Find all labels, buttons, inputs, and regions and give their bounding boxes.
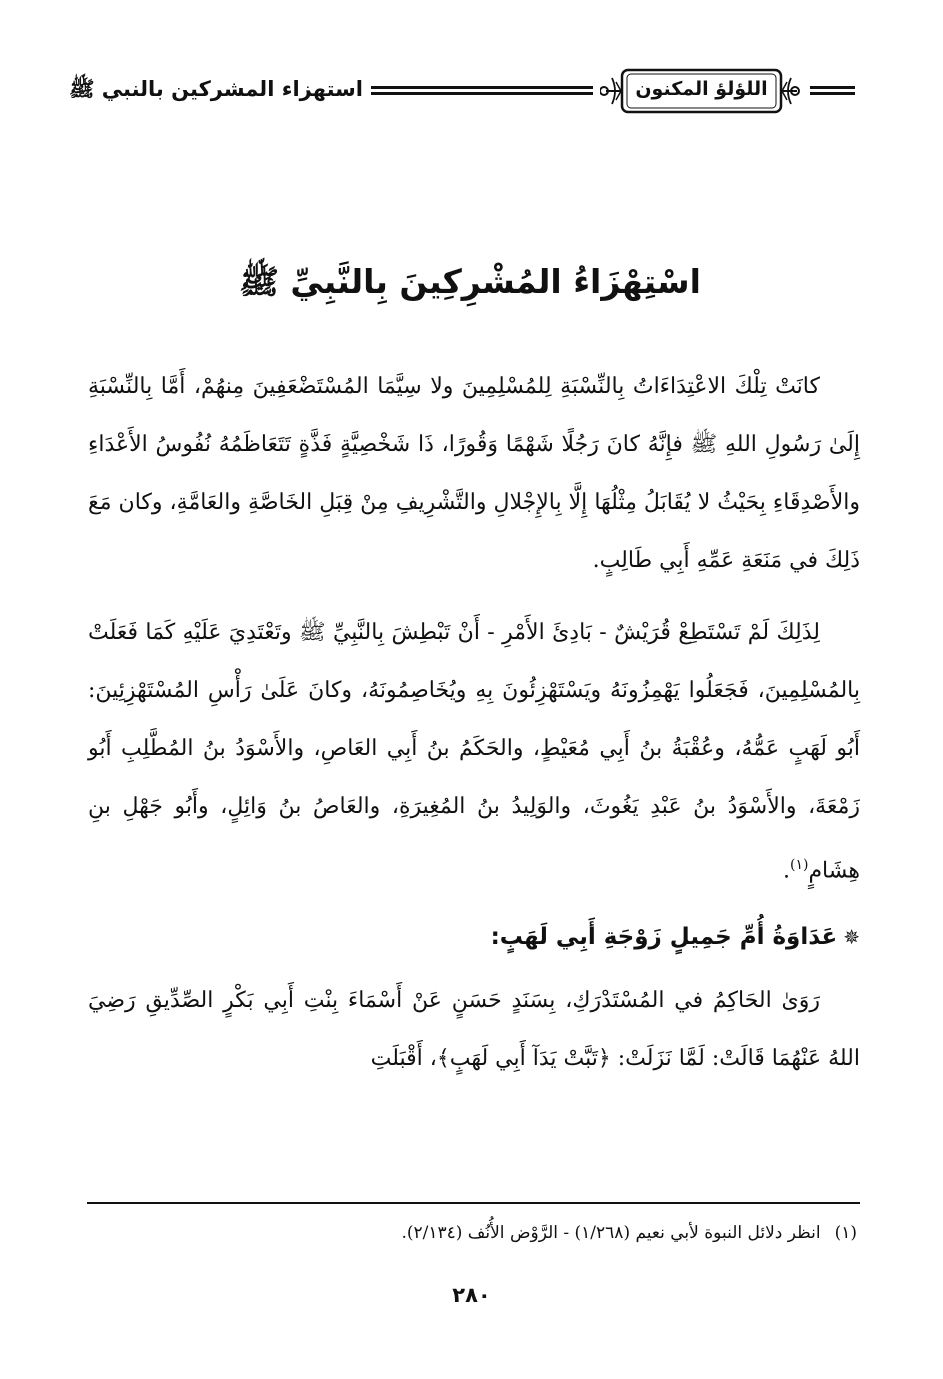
- paragraph-2-end: .: [782, 858, 790, 884]
- star-bullet-icon: ✵: [843, 925, 860, 950]
- footnote: [87, 1217, 857, 1249]
- paragraph-2-text: لِذَلِكَ لَمْ تَسْتَطِعْ قُرَيْشٌ - بَادِئَ الأَمْرِ - أَنْ تَبْطِشَ بِالنَّبِيِّ ﷺ وتَعْتَدِيَ عَلَيْهِ كَمَا فَعَلَتْ بِالمُسْلِمِينَ، فَجَعَلُوا يَهْمِزُونَهُ ويَسْتَهْزِئُونَ بِهِ ويُخَاصِمُونَهُ، وكانَ عَلَىٰ رَأْسِ المُسْتَهْزِئِينَ: أَبُو لَهَبٍ عَمُّهُ، وعُقْبَةُ بنُ أَبِي مُعَيْطٍ، والحَكَمُ بنُ أَبِي العَاصِ، والأَسْوَدُ بنُ المُطَّلِبِ أَبُو زَمْعَةَ، والأَسْوَدُ بنُ عَبْدِ يَغُوثَ، والوَلِيدُ بنُ المُغِيرَةِ، والعَاصُ بنُ وَائِلٍ، وأَبُو جَهْلِ بنِ هِشَامٍ: [88, 620, 860, 884]
- chapter-title: استهزاء المشركين بالنبي ﷺ: [69, 77, 363, 101]
- page-number: ٢٨٠: [452, 1283, 491, 1307]
- book-title: اللؤلؤ المكنون: [635, 78, 768, 100]
- paragraph-2: [88, 604, 860, 900]
- running-header: [69, 58, 855, 128]
- body-text: [88, 358, 860, 1088]
- paragraph-3: رَوَىٰ الحَاكِمُ في المُسْتَدْرَكِ، بِسَنَدٍ حَسَنٍ عَنْ أَسْمَاءَ بِنْتِ أَبِي بَكْرٍ الصِّدِّيقِ رَضِيَ اللهُ عَنْهُمَا قَالَتْ: لَمَّا نَزَلَتْ: ﴿تَبَّتْ يَدَآ أَبِي لَهَبٍ﴾، أَقْبَلَتِ: [88, 988, 860, 1072]
- footnote-text: انظر دلائل النبوة لأبي نعيم (١/٢٦٨) - الرَّوْض الأُنُف (٢/١٣٤).: [401, 1223, 821, 1243]
- book-title-frame: [600, 64, 803, 118]
- subheading: [88, 908, 860, 966]
- paragraph-1: كانَتْ تِلْكَ الاعْتِدَاءَاتُ بِالنِّسْبَةِ لِلمُسْلِمِينَ ولا سِيَّمَا المُسْتَضْعَفِينَ مِنهُمْ، أَمَّا بِالنِّسْبَةِ إِلَىٰ رَسُولِ اللهِ ﷺ فإِنَّهُ كانَ رَجُلًا شَهْمًا وَقُورًا، ذَا شَخْصِيَّةٍ فَذَّةٍ تَتَعَاظَمُهُ نُفُوسُ الأَعْدَاءِ والأَصْدِقَاءِ بِحَيْثُ لا يُقَابَلُ مِثْلُهَا إِلَّا بِالإِجْلالِ والتَّشْرِيفِ مِنْ قِبَلِ الخَاصَّةِ والعَامَّةِ، وكان مَعَ ذَلِكَ في مَنَعَةِ عَمِّهِ أَبِي طَالِبٍ.: [88, 374, 860, 573]
- section-title: اسْتِهْزَاءُ المُشْرِكِينَ بِالنَّبِيِّ ﷺ: [239, 262, 701, 301]
- subheading-text: عَدَاوَةُ أُمِّ جَمِيلٍ زَوْجَةِ أَبِي لَهَبٍ:: [490, 924, 838, 951]
- footnote-number: (١): [834, 1223, 857, 1243]
- footnote-reference[interactable]: (١): [789, 857, 809, 873]
- header-rule-middle: [371, 86, 593, 95]
- footnote-divider: [87, 1202, 860, 1204]
- header-rule-right: [810, 86, 855, 95]
